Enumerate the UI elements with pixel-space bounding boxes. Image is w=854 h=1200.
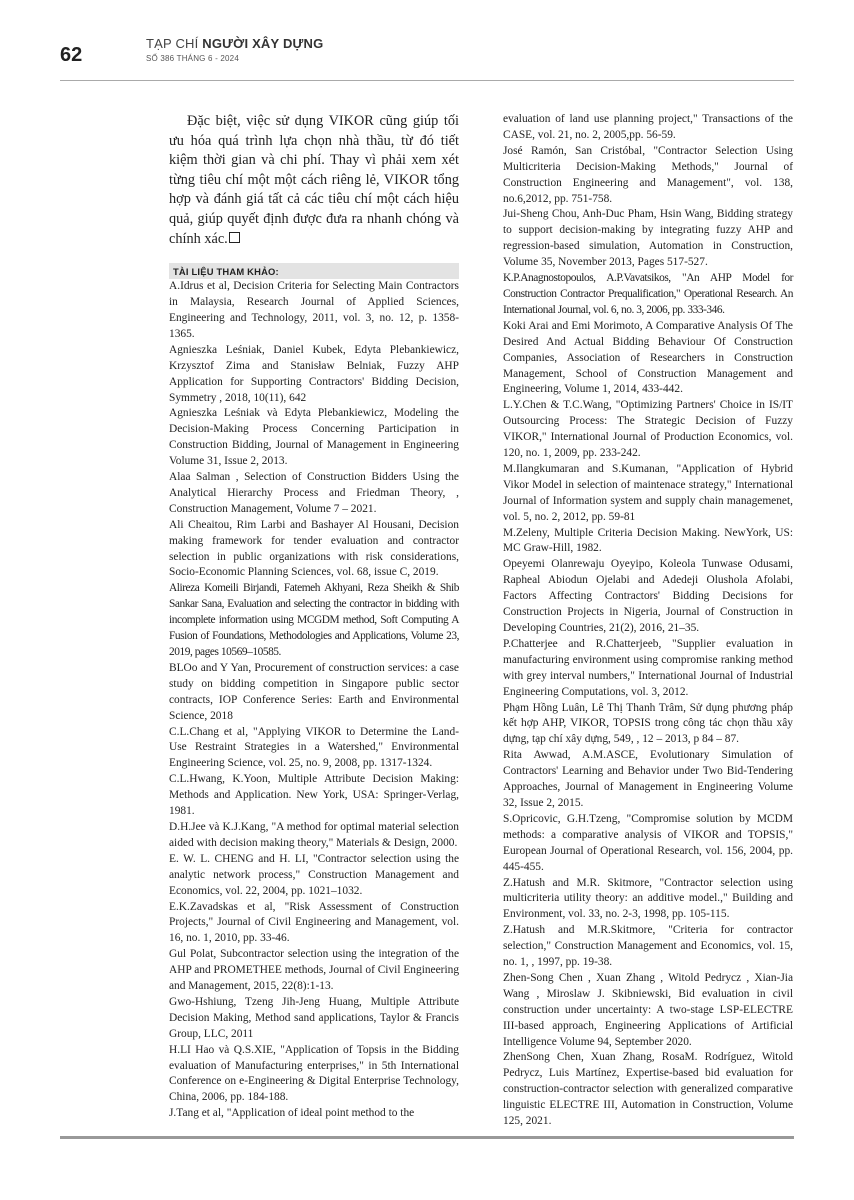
right-column	[503, 112, 793, 1130]
reference-item: Alireza Komeili Birjandi, Fatemeh Akhyani, Reza Sheikh & Shib Sankar Sana, Evaluation and selecting the contractor in bidding with incomplete information using MCGDM method, Soft Computing A Fusion of Foundations, Methodologies and Applications, Volume 23, 2019, pages 10569–10585.	[169, 582, 459, 658]
reference-item: H.LI Hao và Q.S.XIE, "Application of Topsis in the Bidding evaluation of Manufacturing enterprises," in 5th International Conference on e-Engineering & Digital Enterprise Technology, China, 2006, pp. 184-188.	[169, 1043, 459, 1104]
references-list-right	[503, 112, 793, 1130]
reference-item: C.L.Chang et al, "Applying VIKOR to Determine the Land-Use Restraint Strategies in a Watershed," Environmental Engineering Science, vol. 25, no. 9, 2008, pp. 1317-1324.	[169, 725, 459, 770]
reference-item: D.H.Jee và K.J.Kang, "A method for optimal material selection aided with decision making theory," Materials & Design, 2000.	[169, 820, 459, 849]
reference-item: S.Opricovic, G.H.Tzeng, "Compromise solution by MCDM methods: a comparative analysis of VIKOR and TOPSIS," European Journal of Operational Research, vol. 156, 2004, pp. 445-455.	[503, 812, 793, 873]
intro-paragraph	[169, 112, 459, 249]
reference-item: M.Zeleny, Multiple Criteria Decision Making. NewYork, US: MC Graw-Hill, 1982.	[503, 526, 793, 555]
reference-item: Z.Hatush and M.R. Skitmore, "Contractor selection using multicriteria utility theory: an additive model.," Building and Environment, vol. 33, no. 2-3, 1998, pp. 105-115.	[503, 876, 793, 921]
reference-item: M.Ilangkumaran and S.Kumanan, "Application of Hybrid Vikor Model in selection of maintenace strategy," International Journal of Information system and supply chain managemenet, vol. 5, no. 2, 2012, pp. 59-81	[503, 462, 793, 523]
journal-header	[146, 36, 323, 63]
reference-item: Opeyemi Olanrewaju Oyeyipo, Koleola Tunwase Odusami, Rapheal Abiodun Ojelabi and Adedeji Olushola Afolabi, Factors Affecting Contractors' Bidding Decisions for Construction Projects in Nigeria, Journal of Construction in Developing Countries, 21(2), 2016, 21–35.	[503, 558, 793, 634]
journal-title	[146, 36, 323, 51]
references-heading: TÀI LIỆU THAM KHẢO:	[169, 263, 459, 279]
journal-issue: SỐ 386 THÁNG 6 - 2024	[146, 54, 239, 63]
reference-item: evaluation of land use planning project," Transactions of the CASE, vol. 21, no. 2, 2005,pp. 56-59.	[503, 113, 793, 141]
header-divider	[60, 80, 794, 81]
reference-item: BLOo and Y Yan, Procurement of construction services: a case study on bidding competition in Singapore public sector contracts, IOP Conference Series: Earth and Environmental Science, 2018	[169, 661, 459, 722]
journal-prefix: TẠP CHÍ	[146, 36, 203, 51]
reference-item: Rita Awwad, A.M.ASCE, Evolutionary Simulation of Contractors' Learning and Behavior under Two Bid-Tendering Approaches, Journal of Management in Engineering Volume 32, Issue 2, 2015.	[503, 749, 793, 809]
reference-item: Agnieszka Leśniak và Edyta Plebankiewicz, Modeling the Decision-Making Process Concerning Participation in Construction Bidding, Journal of Management in Engineering Volume 31, Issue 2, 2013.	[169, 407, 459, 468]
reference-item: Jui-Sheng Chou, Anh-Duc Pham, Hsin Wang, Bidding strategy to support decision-making by integrating fuzzy AHP and regression-based simulation, Automation in Construction, Volume 35, November 2013, Pages 517-527.	[503, 208, 793, 269]
left-column	[169, 112, 459, 1122]
page-number: 62	[60, 44, 83, 66]
reference-item: Koki Arai and Emi Morimoto, A Comparative Analysis Of The Desired And Actual Bidding Behaviour Of Construction Companies, Association of Researchers in Construction Management, School of Construction Management and Engineering, Volume 1, 2014, 433-442.	[503, 319, 793, 396]
footer-divider	[60, 1136, 794, 1139]
reference-item: Gwo-Hshiung, Tzeng Jih-Jeng Huang, Multiple Attribute Decision Making, Method sand applications, Taylor & Francis Group, LLC, 2011	[169, 995, 459, 1040]
reference-item: Z.Hatush and M.R.Skitmore, "Criteria for contractor selection," Construction Management and Economics, vol. 15, no. 1, , 1997, pp. 19-38.	[503, 924, 793, 969]
intro-text: Đặc biệt, việc sử dụng VIKOR cũng giúp tối ưu hóa quá trình lựa chọn nhà thầu, từ đó tiết kiệm thời gian và chi phí. Thay vì phải xem xét từng tiêu chí một một cách riêng lẻ, VIKOR tổng hợp và đánh giá tất cả các tiêu chí một cách hiệu quả, giúp quyết định được đưa ra nhanh chóng và chính xác.	[169, 113, 459, 247]
reference-item: Gul Polat, Subcontractor selection using the integration of the AHP and PROMETHEE methods, Journal of Civil Engineering and Management, 2015, 22(8):1-13.	[169, 948, 460, 993]
reference-item: K.P.Anagnostopoulos, A.P.Vavatsikos, "An AHP Model for Construction Contractor Prequalification," Operational Research. An International Journal, vol. 6, no. 3, 2006, pp. 333-346.	[503, 272, 793, 316]
references-list-left	[169, 279, 459, 1122]
reference-item: ZhenSong Chen, Xuan Zhang, RosaM. Rodríguez, Witold Pedrycz, Luis Martínez, Expertise-based bid evaluation for construction-contractor selection with generalized comparative linguistic ELECTRE III, Automation in Construction, Volume 125, 2021.	[503, 1051, 793, 1128]
reference-item: Ali Cheaitou, Rim Larbi and Bashayer Al Housani, Decision making framework for tender evaluation and contractor selection in public organizations with risk considerations, Socio-Economic Planning Sciences, vol. 68, issue C, 2019.	[169, 518, 459, 579]
reference-item: José Ramón, San Cristóbal, "Contractor Selection Using Multicriteria Decision-Making Methods," Journal of Construction Engineering and Management", vol. 138, no.6,2012, pp. 751-758.	[503, 144, 793, 205]
end-mark-icon	[229, 232, 240, 243]
reference-item: P.Chatterjee and R.Chatterjeeb, "Supplier evaluation in manufacturing environment using compromise ranking method with grey interval numbers," International Journal of Industrial Engineering Computations, vol. 3, 2012.	[503, 637, 793, 698]
reference-item: A.Idrus et al, Decision Criteria for Selecting Main Contractors in Malaysia, Research Journal of Applied Sciences, Engineering and Technology, 2011, vol. 3, no. 12, p. 1358-1365.	[169, 280, 459, 340]
reference-item: C.L.Hwang, K.Yoon, Multiple Attribute Decision Making: Methods and Application. New York, USA: Springer-Verlag, 1981.	[169, 773, 459, 818]
reference-item: L.Y.Chen & T.C.Wang, "Optimizing Partners' Choice in IS/IT Outsourcing Process: The Strategic Decision of Fuzzy VIKOR," International Journal of Production Economics, vol. 120, no. 1, 2009, pp. 233-242.	[503, 399, 793, 460]
reference-item: J.Tang et al, "Application of ideal point method to the	[169, 1107, 415, 1120]
reference-item: E.K.Zavadskas et al, "Risk Assessment of Construction Projects," Journal of Civil Engineering and Management, vol. 16, no. 1, 2010, pp. 33-46.	[169, 900, 459, 945]
journal-name: NGƯỜI XÂY DỰNG	[202, 36, 324, 51]
reference-item: Alaa Salman , Selection of Construction Bidders Using the Analytical Hierarchy Process and Friedman Theory, , Construction Management, Volume 7 – 2021.	[169, 471, 459, 515]
reference-item: Phạm Hồng Luân, Lê Thị Thanh Trâm, Sử dụng phương pháp kết hợp AHP, VIKOR, TOPSIS trong công tác chọn thầu xây dựng, tạp chí xây dựng, 549, , 12 – 2013, p 84 – 87.	[503, 701, 793, 746]
reference-item: Agnieszka Leśniak, Daniel Kubek, Edyta Plebankiewicz, Krzysztof Zima and Stanisław Belniak, Fuzzy AHP Application for Supporting Contractors' Bidding Decision, Symmetry , 2018, 10(11), 642	[169, 343, 459, 404]
reference-item: Zhen-Song Chen , Xuan Zhang , Witold Pedrycz , Xian-Jia Wang , Miroslaw J. Skibniewski, Bid evaluation in civil construction under uncertainty: A two-stage LSP-ELECTRE III-based approach, Engineering Applications of Artificial Intelligence Volume 94, September 2020.	[503, 971, 793, 1048]
reference-item: E. W. L. CHENG and H. LI, "Contractor selection using the analytic network process," Construction Management and Economics, vol. 22, 2004, pp. 1021–1032.	[169, 852, 459, 897]
